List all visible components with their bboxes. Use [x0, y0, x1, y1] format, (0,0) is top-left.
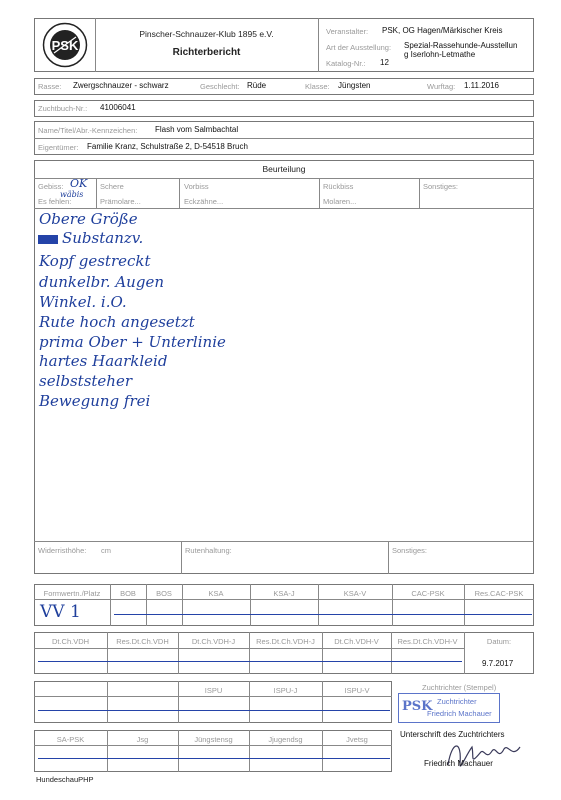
- res-cac-psk-label: Res.CAC-PSK: [474, 589, 524, 598]
- dtch-j-label: Dt.Ch.VDH-J: [191, 637, 236, 646]
- class-label: Klasse:: [305, 82, 330, 91]
- handwritten-line: prima Ober + Unterlinie: [39, 333, 226, 351]
- scissor-label: Schere: [100, 182, 124, 191]
- jvetsg-label: Jvetsg: [346, 735, 368, 744]
- jjugendsg-label: Jjugendsg: [268, 735, 303, 744]
- breed-label: Rasse:: [38, 82, 62, 91]
- handwritten-line: hartes Haarkleid: [39, 352, 168, 370]
- missing-label: Es fehlen:: [38, 197, 72, 206]
- whelped-value: 1.11.2016: [464, 81, 499, 90]
- dtch-label: Dt.Ch.VDH: [51, 637, 90, 646]
- underbite-label: Rückbiss: [323, 182, 354, 191]
- studbook-value: 41006041: [100, 103, 136, 112]
- rating-handwritten: VV 1: [40, 602, 81, 622]
- teeth-label: Gebiss:: [38, 182, 64, 191]
- strike-line: [38, 661, 462, 662]
- organizer-label: Veranstalter:: [326, 27, 369, 36]
- premolars-label: Prämolare...: [100, 197, 141, 206]
- dog-name-value: Flash vom Salmbachtal: [155, 125, 239, 134]
- stamp-line-2: Friedrich Machauer: [427, 709, 492, 718]
- sa-psk-label: SA-PSK: [56, 735, 85, 744]
- judge-signature: [440, 735, 530, 775]
- name-label: Name/Titel/Abr.-Kennzeichen:: [38, 126, 138, 135]
- show-type-value-1: Spezial-Rassehunde-Ausstellun: [404, 41, 518, 50]
- teeth-handwritten-2: wäbis: [60, 190, 84, 199]
- show-type-label: Art der Ausstellung:: [326, 43, 392, 52]
- canines-label: Eckzähne...: [184, 197, 224, 206]
- res-dtch-j-label: Res.Dt.Ch.VDH-J: [256, 637, 315, 646]
- handwritten-line: Obere Größe: [39, 210, 138, 228]
- studbook-label: Zuchtbuch-Nr.:: [38, 104, 88, 113]
- owner-value: Familie Kranz, Schulstraße 2, D-54518 Bruch: [87, 142, 248, 151]
- stamp-line-1: Zuchtrichter: [437, 697, 477, 706]
- catalog-value: 12: [380, 58, 389, 67]
- stamp-logo: PSK: [402, 699, 433, 714]
- teeth-other-label: Sonstiges:: [423, 182, 459, 191]
- tail-label: Rutenhaltung:: [185, 546, 232, 555]
- organizer-value: PSK, OG Hagen/Märkischer Kreis: [382, 26, 503, 35]
- juengstensg-label: Jüngstensg: [194, 735, 233, 744]
- owner-label: Eigentümer:: [38, 143, 79, 152]
- height-label: Widerristhöhe:: [38, 546, 87, 555]
- svg-text:PSK: PSK: [51, 38, 79, 53]
- handwritten-line: Winkel. i.O.: [39, 293, 127, 311]
- footer-credit: HundeschauPHP: [36, 775, 94, 784]
- handwritten-line: Substanzv.: [62, 229, 144, 247]
- date-label: Datum:: [486, 637, 512, 646]
- show-type-value-2: g Iserlohn-Letmathe: [404, 50, 476, 59]
- date-value: 9.7.2017: [482, 659, 514, 668]
- handwritten-line: selbststeher: [39, 372, 133, 390]
- ksa-label: KSA: [208, 589, 224, 598]
- molars-label: Molaren...: [323, 197, 357, 206]
- handwritten-line: dunkelbr. Augen: [39, 273, 164, 291]
- sex-label: Geschlecht:: [200, 82, 240, 91]
- strike-line: [114, 614, 532, 615]
- cac-psk-label: CAC-PSK: [411, 589, 445, 598]
- bob-label: BOB: [120, 589, 136, 598]
- handwritten-line: Rute hoch angesetzt: [39, 313, 195, 331]
- ispu-label: ISPU: [204, 686, 223, 695]
- breed-value: Zwergschnauzer - schwarz: [73, 81, 169, 90]
- rating-cell-label: Formwertn./Platz: [43, 589, 101, 598]
- handwritten-line: Bewegung frei: [39, 392, 151, 410]
- judge-stamp: [398, 693, 500, 723]
- catalog-label: Katalog-Nr.:: [326, 59, 366, 68]
- club-name: Pinscher-Schnauzer-Klub 1895 e.V.: [139, 29, 274, 39]
- scribble-mark: [38, 235, 58, 244]
- res-dtch-v-label: Res.Dt.Ch.VDH-V: [397, 637, 458, 646]
- res-dtch-label: Res.Dt.Ch.VDH: [116, 637, 169, 646]
- other-label: Sonstiges:: [392, 546, 428, 555]
- judge-name: Friedrich Machauer: [424, 759, 493, 768]
- assessment-title: Beurteilung: [262, 164, 306, 174]
- teeth-handwritten: OK: [70, 177, 88, 190]
- overbite-label: Vorbiss: [184, 182, 209, 191]
- jsg-label: Jsg: [136, 735, 149, 744]
- class-value: Jüngsten: [338, 81, 371, 90]
- strike-line: [38, 710, 390, 711]
- ispu-j-label: ISPU-J: [273, 686, 298, 695]
- club-logo: [42, 22, 88, 68]
- height-unit: cm: [101, 546, 111, 555]
- whelped-label: Wurftag:: [427, 82, 456, 91]
- ksa-v-label: KSA-V: [343, 589, 367, 598]
- judge-stamp-label: Zuchtrichter (Stempel): [422, 683, 497, 692]
- signature-label: Unterschrift des Zuchtrichters: [400, 730, 505, 739]
- handwritten-line: Kopf gestreckt: [39, 252, 151, 270]
- ksa-j-label: KSA-J: [273, 589, 295, 598]
- ispu-v-label: ISPU-V: [344, 686, 370, 695]
- sex-value: Rüde: [247, 81, 267, 90]
- page-title: Richterbericht: [172, 47, 241, 58]
- bos-label: BOS: [156, 589, 172, 598]
- strike-line: [38, 758, 390, 759]
- dtch-v-label: Dt.Ch.VDH-V: [334, 637, 379, 646]
